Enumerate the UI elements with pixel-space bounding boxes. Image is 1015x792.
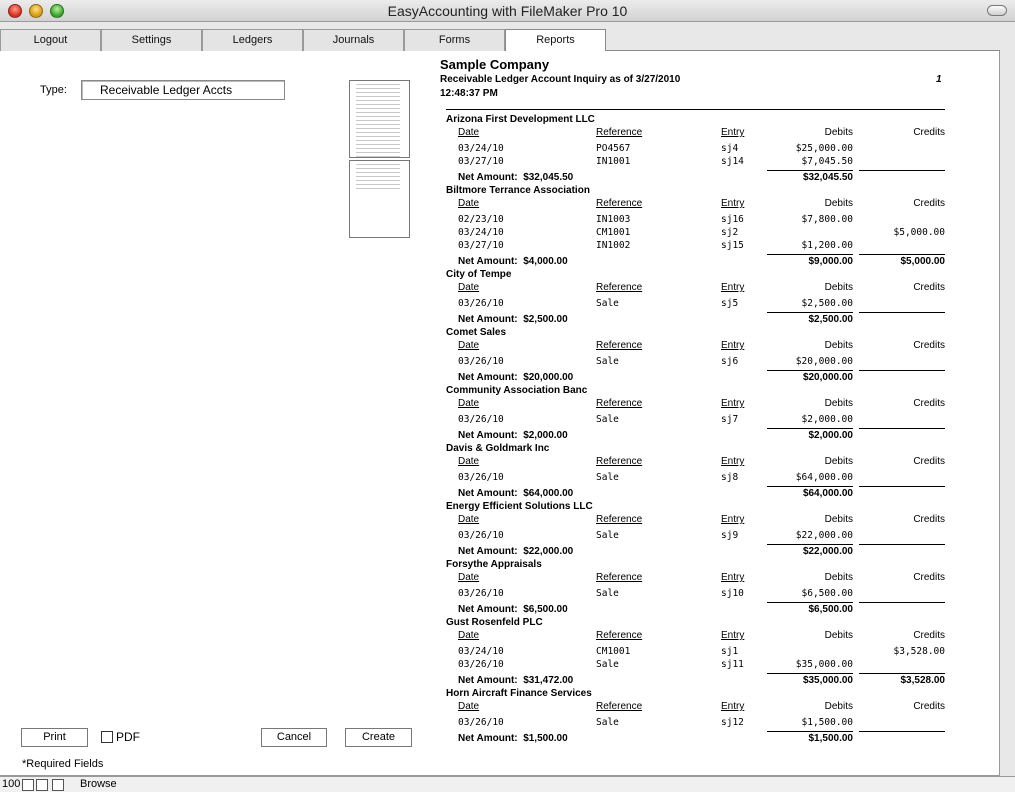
ledger-group <box>440 325 950 383</box>
row-entry: sj16 <box>721 214 744 225</box>
debits-total: $6,500.00 <box>808 604 853 615</box>
row-reference: CM1001 <box>596 646 631 657</box>
col-credits-header: Credits <box>913 198 945 209</box>
col-entry-header: Entry <box>721 198 745 209</box>
net-amount-value: $6,500.00 <box>523 604 568 615</box>
credits-total-rule <box>859 312 945 313</box>
row-credit: $5,000.00 <box>893 227 945 238</box>
credits-total-rule <box>859 544 945 545</box>
row-date: 03/26/10 <box>458 414 504 425</box>
mode-indicator[interactable]: Browse <box>80 778 117 790</box>
net-amount <box>458 546 573 557</box>
col-entry-header: Entry <box>721 514 745 525</box>
ledger-group <box>440 441 950 499</box>
ledger-group <box>440 615 950 686</box>
row-debit: $1,200.00 <box>801 240 853 251</box>
row-entry: sj8 <box>721 472 739 483</box>
row-reference: PO4567 <box>596 143 631 154</box>
credits-total-rule <box>859 486 945 487</box>
row-debit: $20,000.00 <box>795 356 853 367</box>
debits-total-rule <box>767 544 853 545</box>
col-date-header: Date <box>458 572 480 583</box>
status-toolbar-toggle-icon[interactable] <box>52 779 64 791</box>
net-amount-label: Net Amount: <box>458 604 518 615</box>
row-date: 03/24/10 <box>458 646 504 657</box>
debits-total: $35,000.00 <box>802 675 853 686</box>
debits-total: $2,500.00 <box>808 314 853 325</box>
row-date: 02/23/10 <box>458 214 504 225</box>
preview-page-1[interactable] <box>349 80 410 158</box>
col-debits-header: Debits <box>824 630 853 641</box>
ledger-group <box>440 686 950 744</box>
col-reference-header: Reference <box>596 572 643 583</box>
row-date: 03/26/10 <box>458 356 504 367</box>
row-date: 03/24/10 <box>458 227 504 238</box>
row-date: 03/26/10 <box>458 298 504 309</box>
row-debit: $2,000.00 <box>801 414 853 425</box>
customer-name: Biltmore Terrance Association <box>446 185 590 196</box>
pdf-label: PDF <box>116 730 140 744</box>
col-credits-header: Credits <box>913 630 945 641</box>
debits-total: $9,000.00 <box>808 256 853 267</box>
col-credits-header: Credits <box>913 340 945 351</box>
row-reference: CM1001 <box>596 227 631 238</box>
customer-name: Horn Aircraft Finance Services <box>446 688 592 699</box>
row-reference: IN1001 <box>596 156 631 167</box>
required-fields-note: *Required Fields <box>22 758 104 770</box>
debits-total: $1,500.00 <box>808 733 853 744</box>
col-credits-header: Credits <box>913 572 945 583</box>
col-date-header: Date <box>458 340 480 351</box>
net-amount <box>458 430 568 441</box>
create-button[interactable]: Create <box>345 728 412 747</box>
customer-name: Davis & Goldmark Inc <box>446 443 550 454</box>
net-amount-value: $2,000.00 <box>523 430 568 441</box>
col-credits-header: Credits <box>913 127 945 138</box>
cancel-button[interactable]: Cancel <box>261 728 327 747</box>
col-date-header: Date <box>458 630 480 641</box>
row-entry: sj11 <box>721 659 744 670</box>
row-reference: Sale <box>596 717 619 728</box>
col-credits-header: Credits <box>913 282 945 293</box>
col-entry-header: Entry <box>721 398 745 409</box>
customer-name: Comet Sales <box>446 327 507 338</box>
col-reference-header: Reference <box>596 127 643 138</box>
row-date: 03/26/10 <box>458 472 504 483</box>
col-credits-header: Credits <box>913 456 945 467</box>
col-date-header: Date <box>458 198 480 209</box>
page-number: 1 <box>936 74 942 85</box>
status-toolbar <box>22 779 68 791</box>
col-reference-header: Reference <box>596 630 643 641</box>
tab-logout[interactable]: Logout <box>0 29 101 51</box>
customer-name: City of Tempe <box>446 269 512 280</box>
row-date: 03/24/10 <box>458 143 504 154</box>
ledger-group <box>440 557 950 615</box>
credits-total: $3,528.00 <box>900 675 945 686</box>
row-entry: sj9 <box>721 530 739 541</box>
customer-name: Gust Rosenfeld PLC <box>446 617 543 628</box>
row-reference: Sale <box>596 588 619 599</box>
row-debit: $22,000.00 <box>795 530 853 541</box>
tab-journals[interactable]: Journals <box>303 29 404 51</box>
tab-reports[interactable]: Reports <box>505 29 606 52</box>
row-date: 03/26/10 <box>458 530 504 541</box>
report-preview-thumbnails <box>349 80 410 238</box>
row-entry: sj6 <box>721 356 739 367</box>
debits-total-rule <box>767 170 853 171</box>
customer-name: Forsythe Appraisals <box>446 559 542 570</box>
ledger-group <box>440 383 950 441</box>
net-amount <box>458 172 573 183</box>
row-entry: sj10 <box>721 588 744 599</box>
net-amount-label: Net Amount: <box>458 546 518 557</box>
row-reference: Sale <box>596 298 619 309</box>
debits-total: $2,000.00 <box>808 430 853 441</box>
debits-total-rule <box>767 312 853 313</box>
window-title: EasyAccounting with FileMaker Pro 10 <box>387 3 628 19</box>
ledger-group <box>440 267 950 325</box>
debits-total-rule <box>767 602 853 603</box>
credits-total-rule <box>859 254 945 255</box>
col-debits-header: Debits <box>824 398 853 409</box>
col-date-header: Date <box>458 456 480 467</box>
row-entry: sj7 <box>721 414 739 425</box>
net-amount-label: Net Amount: <box>458 172 518 183</box>
col-debits-header: Debits <box>824 701 853 712</box>
col-debits-header: Debits <box>824 198 853 209</box>
row-debit: $64,000.00 <box>795 472 853 483</box>
credits-total-rule <box>859 731 945 732</box>
debits-total-rule <box>767 486 853 487</box>
net-amount <box>458 372 573 383</box>
net-amount-label: Net Amount: <box>458 733 518 744</box>
col-date-header: Date <box>458 282 480 293</box>
net-amount-value: $20,000.00 <box>523 372 574 383</box>
row-entry: sj2 <box>721 227 739 238</box>
report-time: 12:48:37 PM <box>440 88 498 99</box>
col-reference-header: Reference <box>596 701 643 712</box>
net-amount-label: Net Amount: <box>458 430 518 441</box>
debits-total-rule <box>767 370 853 371</box>
net-amount-value: $2,500.00 <box>523 314 568 325</box>
col-reference-header: Reference <box>596 340 643 351</box>
col-date-header: Date <box>458 127 480 138</box>
net-amount-value: $32,045.50 <box>523 172 574 183</box>
tab-ledgers[interactable]: Ledgers <box>202 29 303 51</box>
col-reference-header: Reference <box>596 198 643 209</box>
ledger-group <box>440 112 950 183</box>
row-reference: Sale <box>596 414 619 425</box>
debits-total: $20,000.00 <box>802 372 853 383</box>
row-date: 03/26/10 <box>458 659 504 670</box>
ledger-group <box>440 499 950 557</box>
status-bar <box>0 776 1015 792</box>
row-date: 03/26/10 <box>458 717 504 728</box>
credits-total-rule <box>859 428 945 429</box>
pdf-checkbox[interactable] <box>101 731 113 743</box>
type-label: Type: <box>40 84 67 96</box>
credits-total: $5,000.00 <box>900 256 945 267</box>
company-name: Sample Company <box>440 57 550 72</box>
row-debit: $6,500.00 <box>801 588 853 599</box>
col-date-header: Date <box>458 514 480 525</box>
col-debits-header: Debits <box>824 456 853 467</box>
col-reference-header: Reference <box>596 282 643 293</box>
row-date: 03/26/10 <box>458 588 504 599</box>
col-debits-header: Debits <box>824 282 853 293</box>
credits-total-rule <box>859 170 945 171</box>
row-debit: $35,000.00 <box>795 659 853 670</box>
net-amount-label: Net Amount: <box>458 675 518 686</box>
customer-name: Energy Efficient Solutions LLC <box>446 501 593 512</box>
net-amount <box>458 675 573 686</box>
credits-total-rule <box>859 370 945 371</box>
row-credit: $3,528.00 <box>893 646 945 657</box>
net-amount-label: Net Amount: <box>458 314 518 325</box>
customer-name: Arizona First Development LLC <box>446 114 595 125</box>
tab-bar <box>0 29 1000 51</box>
net-amount-label: Net Amount: <box>458 372 518 383</box>
net-amount-value: $22,000.00 <box>523 546 574 557</box>
row-debit: $2,500.00 <box>801 298 853 309</box>
col-date-header: Date <box>458 398 480 409</box>
row-debit: $7,045.50 <box>801 156 853 167</box>
col-debits-header: Debits <box>824 572 853 583</box>
col-entry-header: Entry <box>721 340 745 351</box>
col-debits-header: Debits <box>824 340 853 351</box>
net-amount-value: $64,000.00 <box>523 488 574 499</box>
col-entry-header: Entry <box>721 282 745 293</box>
row-debit: $25,000.00 <box>795 143 853 154</box>
col-debits-header: Debits <box>824 127 853 138</box>
net-amount-value: $31,472.00 <box>523 675 574 686</box>
header-divider <box>446 109 945 110</box>
row-reference: IN1002 <box>596 240 631 251</box>
zoom-out-icon[interactable] <box>22 779 34 791</box>
row-entry: sj15 <box>721 240 744 251</box>
row-entry: sj5 <box>721 298 739 309</box>
debits-total-rule <box>767 673 853 674</box>
net-amount <box>458 256 568 267</box>
col-reference-header: Reference <box>596 398 643 409</box>
debits-total: $32,045.50 <box>802 172 853 183</box>
row-reference: IN1003 <box>596 214 631 225</box>
tab-forms[interactable]: Forms <box>404 29 505 51</box>
debits-total-rule <box>767 254 853 255</box>
col-reference-header: Reference <box>596 514 643 525</box>
net-amount-label: Net Amount: <box>458 488 518 499</box>
zoom-level[interactable]: 100 <box>2 778 21 790</box>
row-entry: sj1 <box>721 646 739 657</box>
col-date-header: Date <box>458 701 480 712</box>
col-reference-header: Reference <box>596 456 643 467</box>
net-amount-value: $1,500.00 <box>523 733 568 744</box>
col-entry-header: Entry <box>721 456 745 467</box>
row-entry: sj12 <box>721 717 744 728</box>
title-bar <box>0 0 1015 22</box>
net-amount <box>458 488 573 499</box>
row-reference: Sale <box>596 659 619 670</box>
row-reference: Sale <box>596 530 619 541</box>
col-entry-header: Entry <box>721 701 745 712</box>
col-credits-header: Credits <box>913 514 945 525</box>
col-credits-header: Credits <box>913 398 945 409</box>
credits-total-rule <box>859 673 945 674</box>
row-debit: $1,500.00 <box>801 717 853 728</box>
net-amount-value: $4,000.00 <box>523 256 568 267</box>
ledger-group <box>440 183 950 267</box>
row-entry: sj4 <box>721 143 739 154</box>
customer-name: Community Association Banc <box>446 385 588 396</box>
print-button[interactable]: Print <box>21 728 88 747</box>
tab-settings[interactable]: Settings <box>101 29 202 51</box>
row-date: 03/27/10 <box>458 240 504 251</box>
report-layout <box>0 51 1000 776</box>
ledger-groups <box>440 112 950 744</box>
type-select[interactable]: Receivable Ledger Accts <box>81 80 285 100</box>
col-entry-header: Entry <box>721 572 745 583</box>
col-entry-header: Entry <box>721 127 745 138</box>
debits-total-rule <box>767 428 853 429</box>
net-amount <box>458 733 568 744</box>
report-title: Receivable Ledger Account Inquiry as of 3/27/2010 <box>440 74 681 85</box>
net-amount-label: Net Amount: <box>458 256 518 267</box>
net-amount <box>458 314 568 325</box>
debits-total-rule <box>767 731 853 732</box>
col-credits-header: Credits <box>913 701 945 712</box>
col-entry-header: Entry <box>721 630 745 641</box>
credits-total-rule <box>859 602 945 603</box>
col-debits-header: Debits <box>824 514 853 525</box>
row-entry: sj14 <box>721 156 744 167</box>
row-reference: Sale <box>596 472 619 483</box>
row-reference: Sale <box>596 356 619 367</box>
debits-total: $22,000.00 <box>802 546 853 557</box>
net-amount <box>458 604 568 615</box>
debits-total: $64,000.00 <box>802 488 853 499</box>
toolbar-toggle-button[interactable] <box>987 5 1007 16</box>
zoom-in-icon[interactable] <box>36 779 48 791</box>
row-debit: $7,800.00 <box>801 214 853 225</box>
row-date: 03/27/10 <box>458 156 504 167</box>
preview-page-2[interactable] <box>349 160 410 238</box>
